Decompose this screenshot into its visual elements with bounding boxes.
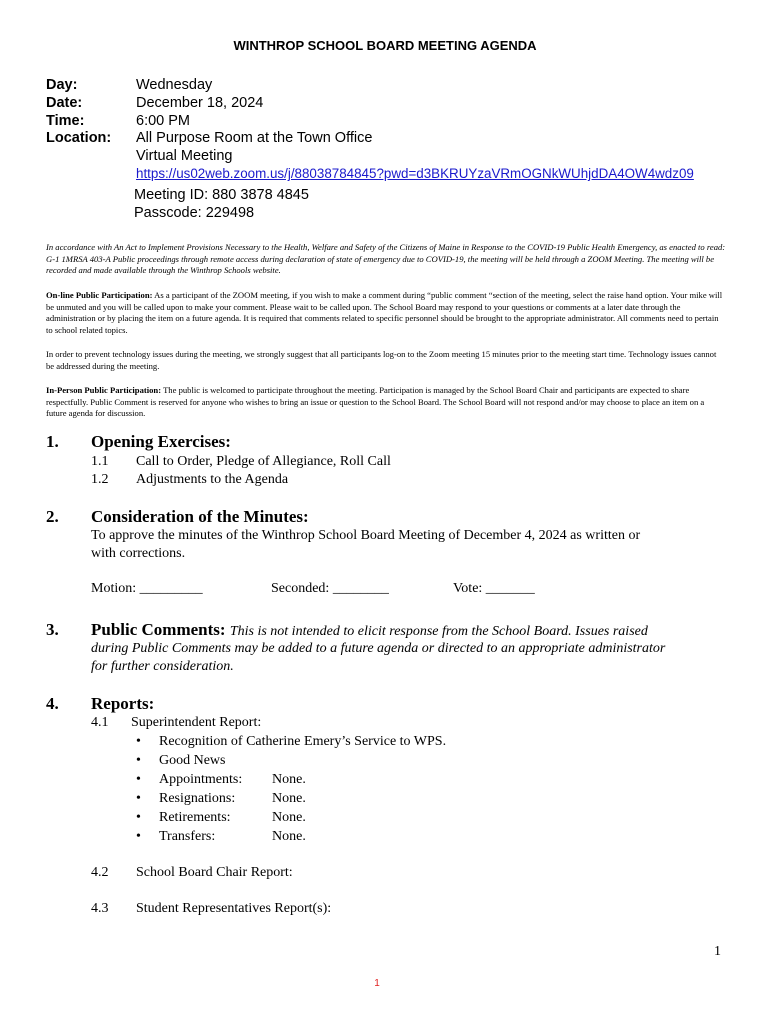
online-participation-text: As a participant of the ZOOM meeting, if you wish to make a comment during “public comment “section of the meeting, select the raise hand option. Your mike will be unmuted and you will be called upon to make your comment. Please wait to be called upon. The School Board may respond to your questions or comments at a later date through the administration or by placing the item on a future agenda. It is required that comments related to specific personnel should be brought to the appropriate administrator. All comments need to pertain to school related topics.	[46, 290, 723, 335]
vote-field: Vote: _______	[453, 581, 535, 596]
virtual-meeting-label: Virtual Meeting	[136, 148, 233, 164]
bullet-value: None.	[272, 791, 306, 806]
day-label: Day:	[46, 77, 78, 93]
section-number: 3.	[46, 620, 59, 639]
section-title-text: Public Comments:	[91, 620, 226, 639]
bullet-value: None.	[272, 829, 306, 844]
item-text: Superintendent Report:	[131, 715, 262, 730]
bullet: •	[136, 829, 141, 844]
item-number: 4.2	[91, 865, 109, 880]
date-value: December 18, 2024	[136, 95, 264, 111]
item-text: Adjustments to the Agenda	[136, 472, 289, 487]
in-person-participation-label: In-Person Public Participation:	[46, 385, 162, 395]
technology-notice: In order to prevent technology issues during the meeting, we strongly suggest that all participants log-on to the Zoom meeting 15 minutes prior to the meeting start time. Technology issues cannot be addressed during the meeting.	[46, 349, 717, 371]
in-person-participation-text: The public is welcomed to participate throughout the meeting. Participation is managed by the School Board Chair and participants are expected to share respectfully. Public Comment is reserved for anyone who wishes to bring an issue or question to the School Board. The School Board will not respond and/or may choose to place an item on a future agenda for discussion.	[46, 385, 705, 419]
bullet-text: Resignations:	[159, 791, 236, 806]
item-text: Student Representatives Report(s):	[136, 901, 332, 916]
item-number: 4.3	[91, 901, 109, 916]
item-text: School Board Chair Report:	[136, 865, 293, 880]
bullet: •	[136, 734, 141, 749]
page-title: WINTHROP SCHOOL BOARD MEETING AGENDA	[233, 38, 537, 53]
bullet-text: Recognition of Catherine Emery’s Service to WPS.	[159, 734, 447, 749]
online-participation-notice	[46, 290, 726, 336]
section-title	[91, 620, 648, 640]
bullet: •	[136, 810, 141, 825]
time-value: 6:00 PM	[136, 113, 190, 129]
online-participation-label: On-line Public Participation:	[46, 290, 153, 300]
passcode: Passcode: 229498	[134, 205, 255, 221]
footer-page-number	[0, 978, 770, 989]
section-number: 2.	[46, 507, 59, 526]
item-text: Call to Order, Pledge of Allegiance, Roll Call	[136, 454, 391, 469]
minutes-text-line1: To approve the minutes of the Winthrop School Board Meeting of December 4, 2024 as written or	[91, 528, 641, 543]
bullet-text: Good News	[159, 753, 226, 768]
footer-page-number-text: 1	[374, 978, 380, 989]
location-label: Location:	[46, 130, 112, 146]
meeting-id: Meeting ID: 880 3878 4845	[134, 187, 309, 203]
public-comments-note: This is not intended to elicit response from the School Board. Issues raised	[229, 624, 648, 639]
bullet: •	[136, 753, 141, 768]
section-number: 1.	[46, 432, 59, 451]
section-title: Consideration of the Minutes:	[91, 507, 309, 526]
item-number: 4.1	[91, 715, 109, 730]
date-label: Date:	[46, 95, 83, 111]
public-comments-note-line2: during Public Comments may be added to a future agenda or directed to an appropriate administrator	[91, 641, 666, 656]
day-value: Wednesday	[136, 77, 213, 93]
covid-notice: In accordance with An Act to Implement Provisions Necessary to the Health, Welfare and Safety of the Citizens of Maine in Response to the COVID-19 Public Health Emergency, as enacted to read: G-1 1MRSA 403-A Public proceedings through remote access during declaration of state of emergency due to COVID-19, the meeting will be held through a ZOOM Meeting. The meeting will be recorded and made available through the Winthrop Schools website.	[46, 242, 726, 276]
section-number: 4.	[46, 694, 59, 713]
minutes-text-line2: with corrections.	[91, 546, 186, 561]
zoom-link[interactable]: https://us02web.zoom.us/j/88038784845?pwd=d3BKRUYzaVRmOGNkWUhjdDA4OW4wdz09	[136, 166, 694, 181]
seconded-field: Seconded: ________	[271, 581, 389, 596]
bullet-value: None.	[272, 810, 306, 825]
item-number: 1.2	[91, 472, 109, 487]
item-number: 1.1	[91, 454, 109, 469]
bullet-text: Transfers:	[159, 829, 216, 844]
in-person-participation-notice	[46, 385, 726, 420]
page-number: 1	[714, 944, 721, 959]
bullet: •	[136, 772, 141, 787]
public-comments-note-line3: for further consideration.	[91, 659, 234, 674]
location-value: All Purpose Room at the Town Office	[136, 130, 373, 146]
section-title: Opening Exercises:	[91, 432, 231, 451]
bullet-value: None.	[272, 772, 306, 787]
section-title: Reports:	[91, 694, 155, 713]
bullet-text: Retirements:	[159, 810, 231, 825]
bullet-text: Appointments:	[159, 772, 243, 787]
bullet: •	[136, 791, 141, 806]
time-label: Time:	[46, 113, 85, 129]
motion-field: Motion: _________	[91, 581, 203, 596]
